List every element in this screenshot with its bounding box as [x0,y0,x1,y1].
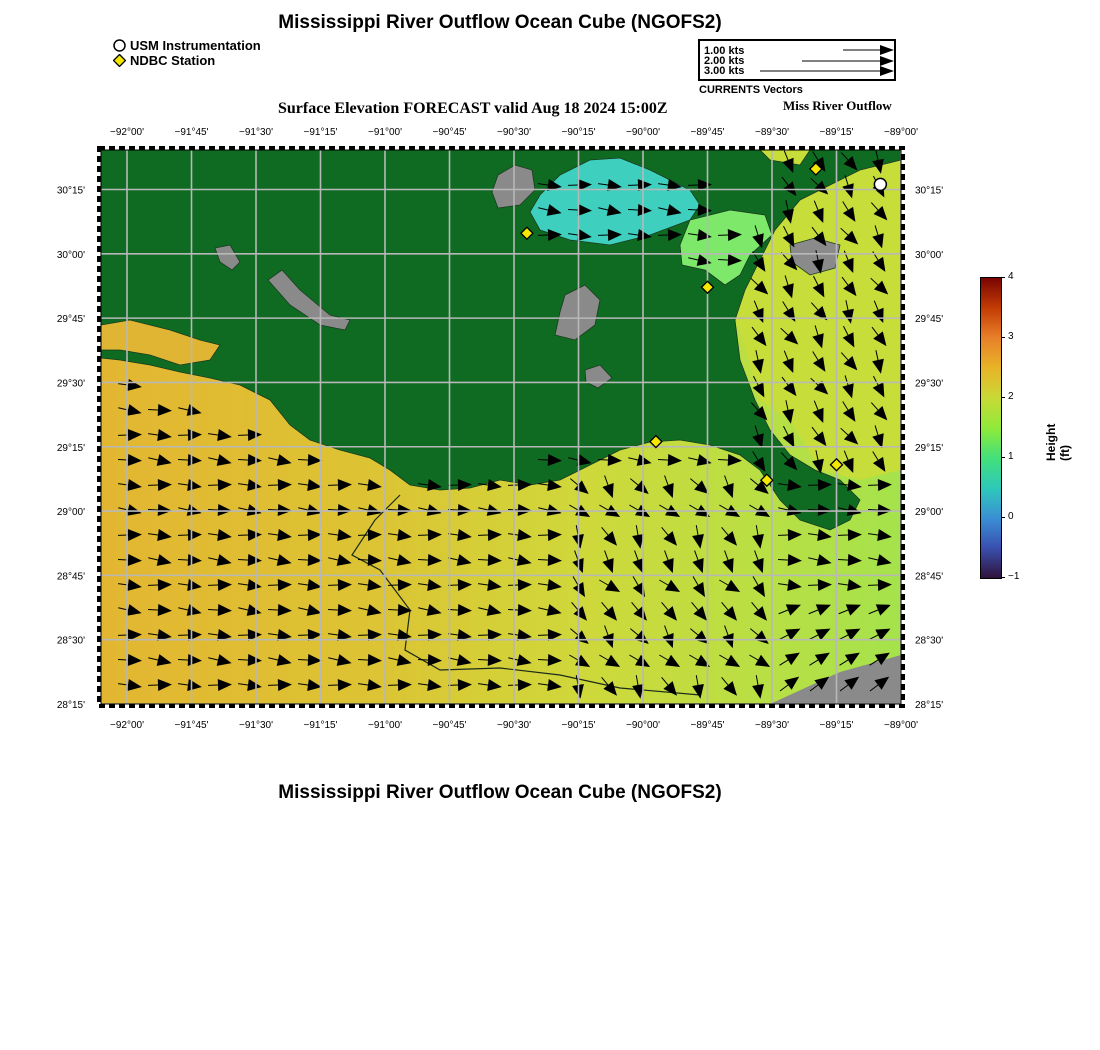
colorbar-tick-mark [1001,577,1005,578]
colorbar-tick-mark [1001,397,1005,398]
colorbar-tick-label: −1 [1008,571,1020,582]
lat-tick-label-right: 28°15' [915,700,944,711]
lat-tick-label-left: 29°45' [56,314,85,326]
lat-tick-label-left: 28°15' [56,700,85,711]
lat-tick-label-right: 30°00' [915,249,944,261]
lon-tick-label-bottom: −90°15' [561,720,596,731]
lat-tick-label-right: 28°45' [915,571,944,583]
page-title: Mississippi River Outflow Ocean Cube (NGOFS2) [278,12,722,33]
lon-tick-label-bottom: −91°00' [368,720,402,731]
lon-tick-label-bottom: −91°30' [239,720,273,731]
lat-tick-label-left: 28°30' [56,635,85,647]
colorbar-tick-label: 4 [1008,271,1014,282]
lon-tick-label-top: −91°45' [174,127,209,138]
lon-tick-label-bottom: −89°45' [690,720,725,731]
colorbar-gradient [981,278,1001,578]
vector-key-label-3: 3.00 kts [704,65,745,77]
lon-tick-label-top: −90°15' [561,127,596,138]
lat-tick-label-right: 29°15' [915,442,944,454]
colorbar-tick-label: 2 [1008,391,1014,402]
colorbar-tick-mark [1001,337,1005,338]
lon-tick-label-bottom: −89°00' [884,720,918,731]
colorbar-tick-label: 3 [1008,331,1014,342]
vector-key-label-1: 1.00 kts [704,45,745,57]
colorbar-ticks [1001,271,1031,582]
colorbar-tick-mark [1001,517,1005,518]
lat-tick-label-left: 29°15' [56,442,85,454]
colorbar-tick-mark [1001,457,1005,458]
lon-tick-label-top: −92°00' [110,127,144,138]
lon-tick-label-bottom: −92°00' [110,720,144,731]
lon-tick-label-top: −89°30' [755,127,789,138]
map-subtitle: Surface Elevation FORECAST valid Aug 18 2024 15:00Z [278,100,668,117]
lat-tick-label-left: 29°30' [56,378,85,390]
lat-tick-label-right: 28°30' [915,635,944,647]
lon-tick-label-bottom: −90°00' [626,720,660,731]
colorbar-tick-mark [1001,277,1005,278]
lat-tick-label-right: 29°45' [915,314,944,326]
colorbar-tick-label: 1 [1008,451,1014,462]
region-label: Miss River Outflow [783,98,892,113]
lat-tick-label-left: 29°00' [56,507,85,519]
lon-tick-label-top: −91°15' [303,127,338,138]
lat-tick-label-left: 30°15' [56,185,85,197]
colorbar-title: Height (ft) [1044,423,1072,461]
lon-tick-label-top: −91°00' [368,127,402,138]
lat-tick-label-right: 29°30' [915,378,944,390]
colorbar-tick-label: 0 [1008,511,1014,522]
vector-key-caption: CURRENTS Vectors [699,84,803,96]
lon-tick-label-bottom: −90°30' [497,720,531,731]
legend-ndbc-label: NDBC Station [130,53,216,68]
lat-tick-label-right: 30°15' [915,185,944,197]
lon-tick-label-top: −90°30' [497,127,531,138]
lon-tick-label-bottom: −89°15' [819,720,854,731]
lon-tick-label-bottom: −89°30' [755,720,789,731]
lon-tick-label-top: −89°45' [690,127,725,138]
legend-usm-label: USM Instrumentation [130,38,261,53]
lon-tick-label-top: −90°45' [432,127,467,138]
bottom-title: Mississippi River Outflow Ocean Cube (NGOFS2) [278,782,722,803]
lon-tick-label-bottom: −90°45' [432,720,467,731]
lat-tick-label-right: 29°00' [915,507,944,519]
map-content [101,148,901,704]
lon-tick-label-bottom: −91°15' [303,720,338,731]
lon-tick-label-top: −90°00' [626,127,660,138]
lat-tick-label-left: 30°00' [56,249,85,261]
lat-tick-label-left: 28°45' [56,571,85,583]
lon-tick-label-top: −89°15' [819,127,854,138]
colorbar [980,277,1002,579]
lon-tick-label-top: −91°30' [239,127,273,138]
usm-station-marker[interactable] [874,178,886,190]
vector-key-label-2: 2.00 kts [704,55,745,67]
lon-tick-label-top: −89°00' [884,127,918,138]
lon-tick-label-bottom: −91°45' [174,720,209,731]
